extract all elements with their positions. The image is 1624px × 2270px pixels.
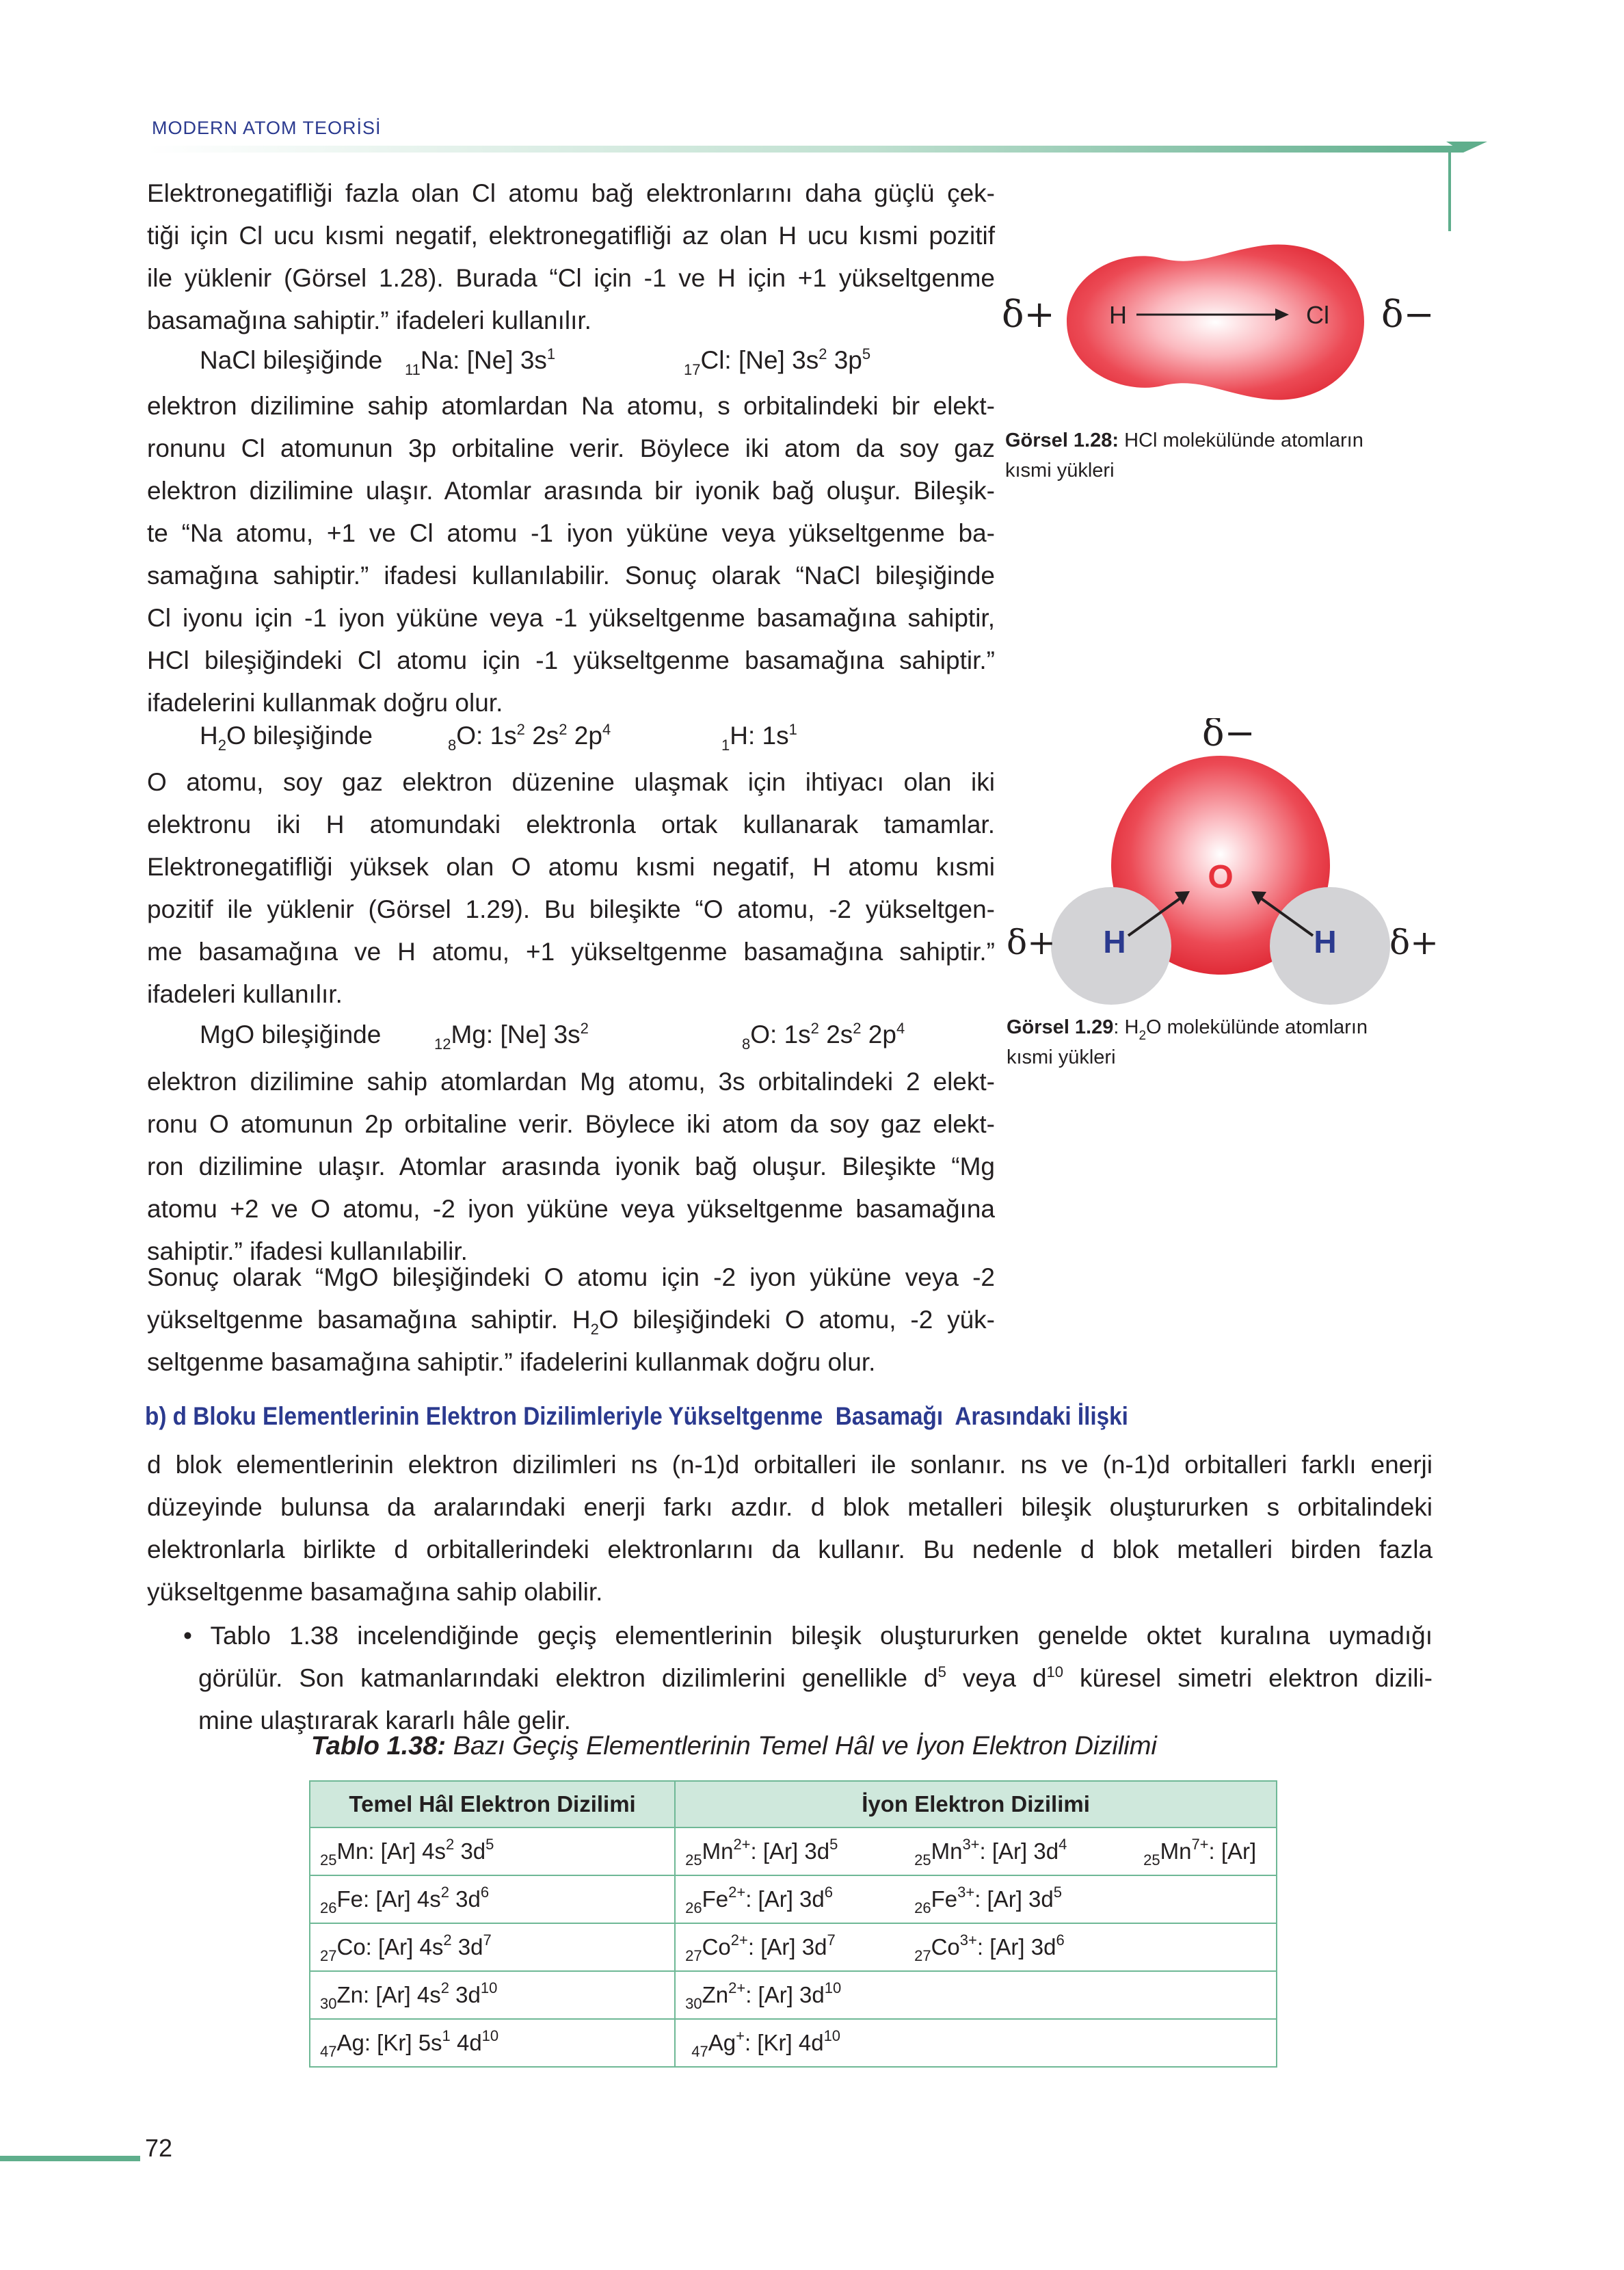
text-line: O atomu, soy gaz elektron düzenine ulaşmak için ihtiyacı olan iki: [147, 768, 995, 796]
nacl-paragraph: [147, 385, 995, 724]
hcl-cl-label: Cl: [1306, 301, 1329, 329]
table-cell: $_{30}$Zn: [Ar] $4s^2$ $3d^{10}$: [310, 1971, 675, 2019]
section-b-paragraph: [147, 1444, 1433, 1613]
text-line: düzeyinde bulunsa da aralarındaki enerji farkı azdır. d blok metalleri bileşik oluştururken s orbitalindeki: [147, 1493, 1433, 1521]
text-line: te “Na atomu, +1 ve Cl atomu -1 iyon yüküne veya yükseltgenme ba-: [147, 519, 995, 547]
table-cell: $_{27}$Co: [Ar] $4s^2$ $3d^7$: [310, 1923, 675, 1971]
table-cell: $_{30}Zn^{2+}$: [Ar] $3d^{10}$: [675, 1971, 1277, 2019]
nacl-label: NaCl bileşiğinde: [200, 346, 383, 374]
h-config: $_1$H: $1s^1$: [721, 721, 797, 754]
cl-config: $_{17}$Cl: [Ne] $3s^2$ $3p^5$: [684, 345, 871, 378]
hcl-right-charge: δ−: [1381, 293, 1435, 336]
text-line: Elektronegatifliği fazla olan Cl atomu bağ elektronlarını daha güçlü çek-: [147, 179, 995, 207]
text-line: elektron dizilimine sahip atomlardan Na atomu, s orbitalindeki bir elekt-: [147, 392, 995, 420]
h2o-top-charge: δ−: [1202, 718, 1255, 754]
table-header-ion: İyon Elektron Dizilimi: [675, 1781, 1277, 1827]
text-line: sahiptir.” ifadesi kullanılabilir.: [147, 1237, 468, 1265]
h2o-molecule-figure: [998, 718, 1443, 1005]
section-heading: b) d Bloku Elementlerinin Elektron Dizilimleriyle Yükseltgenme Basamağı Arasındaki İlişki: [145, 1402, 1128, 1430]
text-line: Cl iyonu için -1 iyon yüküne veya -1 yükseltgenme basamağına sahiptir,: [147, 604, 995, 632]
text-line: mine ulaştırarak kararlı hâle gelir.: [198, 1706, 571, 1734]
mgo-paragraph: [147, 1061, 995, 1273]
text-line: me basamağına ve H atomu, +1 yükseltgenme basamağına sahiptir.”: [147, 938, 995, 966]
h2o-h-left-label: H: [1103, 924, 1126, 960]
conclusion-paragraph: [147, 1256, 995, 1384]
text-line: tiği için Cl ucu kısmi negatif, elektronegatifliği az olan H ucu kısmi pozitif: [147, 222, 995, 250]
nacl-formula-line: [200, 339, 382, 382]
h2o-o-label: O: [1208, 859, 1234, 895]
text-line: ronu O atomunun 2p orbitaline verir. Böylece iki atom da soy gaz elekt-: [147, 1110, 995, 1138]
text-line: basamağına sahiptir.” ifadeleri kullanılır.: [147, 306, 591, 334]
text-line: • Tablo 1.38 incelendiğinde geçiş elementlerinin bileşik oluştururken genelde oktet kuralına uymadığı: [183, 1622, 1433, 1650]
h2o-h-right-label: H: [1314, 924, 1337, 960]
text-line: atomu +2 ve O atomu, -2 iyon yüküne veya yükseltgenme basamağına: [147, 1195, 995, 1223]
mg-config: $_{12}$Mg: [Ne] $3s^2$: [434, 1020, 589, 1053]
na-config: $_{11}$Na: [Ne] $3s^1$: [405, 345, 556, 378]
intro-paragraph: [147, 172, 995, 342]
mgo-o-config: $_8$O: $1s^2$ $2s^2$ $2p^4$: [742, 1020, 905, 1053]
header-title: MODERN ATOM TEORİSİ: [152, 118, 382, 138]
text-line: ronunu Cl atomunun 3p orbitaline verir. Böylece iki atom da soy gaz: [147, 434, 995, 462]
text-line: samağına sahiptir.” ifadesi kullanılabilir. Sonuç olarak “NaCl bileşiğinde: [147, 562, 995, 590]
footer-rule: [0, 2156, 140, 2161]
mgo-formula-line: MgO bileşiğinde: [200, 1020, 382, 1048]
text-line: Sonuç olarak “MgO bileşiğindeki O atomu için -2 iyon yüküne veya -2: [147, 1263, 995, 1291]
bullet-paragraph: [183, 1615, 1433, 1742]
text-line: ifadeleri kullanılır.: [147, 980, 343, 1008]
text-line: elektron dizilimine sahip atomlardan Mg atomu, 3s orbitalindeki 2 elekt-: [147, 1068, 995, 1096]
text-line: elektronlarla birlikte d orbitallerindeki elektronlarını da kullanır. Bu nedenle d blok metalleri birden fazla: [147, 1535, 1433, 1563]
text-line: elektron dizilimine ulaşır. Atomlar arasında bir iyonik bağ oluşur. Bileşik-: [147, 477, 995, 505]
text-line: HCl bileşiğindeki Cl atomu için -1 yükseltgenme basamağına sahiptir.”: [147, 646, 995, 674]
text-line: pozitif ile yüklenir (Görsel 1.29). Bu bileşikte “O atomu, -2 yükseltgen-: [147, 895, 995, 923]
table-cell: $_{25}Mn^{2+}$: [Ar] $3d^5$ $_{25}Mn^{3+}$: [Ar] $3d^4$ $_{25}Mn^{7+}$: [Ar]: [675, 1827, 1277, 1875]
h2o-left-charge: δ+: [1007, 923, 1056, 962]
table-cell: $_{25}$Mn: [Ar] $4s^2$ $3d^5$: [310, 1827, 675, 1875]
text-line: ile yüklenir (Görsel 1.28). Burada “Cl için -1 ve H için +1 yükseltgenme: [147, 264, 995, 292]
h2o-paragraph: [147, 761, 995, 1016]
table-header-ground-state: Temel Hâl Elektron Dizilimi: [310, 1781, 675, 1827]
table-cell: $_{47}$Ag+: [Kr] $4d^{10}$: [675, 2019, 1277, 2067]
figure-129-caption: Görsel 1.29: $H_2O$ molekülünde atomların kısmi yükleri: [1007, 1016, 1368, 1068]
table-row: [310, 1971, 1277, 2019]
table-row: [310, 1923, 1277, 1971]
text-line: yükseltgenme basamağına sahiptir. $H_2O$ bileşiğindeki O atomu, -2 yük-: [147, 1306, 995, 1338]
text-line: görülür. Son katmanlarındaki elektron dizilimlerini genellikle $d^5$ veya $d^{10}$ küresel simetri elektron dizili-: [198, 1663, 1433, 1692]
text-line: elektronu iki H atomundaki elektronla ortak kullanarak tamamlar.: [147, 810, 995, 839]
table-row: [310, 1827, 1277, 1875]
hcl-molecule-figure: [998, 219, 1443, 424]
text-line: d blok elementlerinin elektron dizilimleri ns (n-1)d orbitalleri ile sonlanır. ns ve (n-1)d orbitalleri farklı enerji: [147, 1451, 1433, 1479]
table-row: [310, 2019, 1277, 2067]
table-row: [310, 1875, 1277, 1923]
text-line: yükseltgenme basamağına sahip olabilir.: [147, 1578, 603, 1606]
text-line: seltgenme basamağına sahiptir.” ifadelerini kullanmak doğru olur.: [147, 1348, 876, 1376]
electron-config-table: [309, 1780, 1277, 2068]
hcl-left-charge: δ+: [1002, 293, 1055, 336]
h2o-right-charge: δ+: [1389, 923, 1439, 962]
table-cell: $_{47}$Ag: [Kr] $5s^1$ $4d^{10}$: [310, 2019, 675, 2067]
table-caption: Tablo 1.38: Bazı Geçiş Elementlerinin Temel Hâl ve İyon Elektron Dizilimi: [311, 1732, 1157, 1760]
o-config: $_8$O: $1s^2$ $2s^2$ $2p^4$: [448, 721, 611, 754]
table-cell: $_{26}$Fe: [Ar] $4s^2$ $3d^6$: [310, 1875, 675, 1923]
figure-128-caption: Görsel 1.28: HCl molekülünde atomların kısmi yükleri: [1005, 430, 1363, 481]
h2o-formula-line: $H_2O$ bileşiğinde: [200, 722, 373, 754]
text-line: ifadelerini kullanmak doğru olur.: [147, 689, 503, 717]
text-line: ron dizilimine ulaşır. Atomlar arasında iyonik bağ oluşur. Bileşikte “Mg: [147, 1152, 995, 1180]
table-cell: $_{27}Co^{2+}$: [Ar] $3d^7$ $_{27}Co^{3+}$: [Ar] $3d^6$: [675, 1923, 1277, 1971]
text-line: Elektronegatifliği yüksek olan O atomu kısmi negatif, H atomu kısmi: [147, 853, 995, 881]
hcl-h-label: H: [1109, 301, 1127, 329]
table-cell: $_{26}Fe^{2+}$: [Ar] $3d^6$ $_{26}Fe^{3+}$: [Ar] $3d^5$: [675, 1875, 1277, 1923]
table-header-row: [310, 1781, 1277, 1827]
page-number: 72: [145, 2134, 173, 2162]
